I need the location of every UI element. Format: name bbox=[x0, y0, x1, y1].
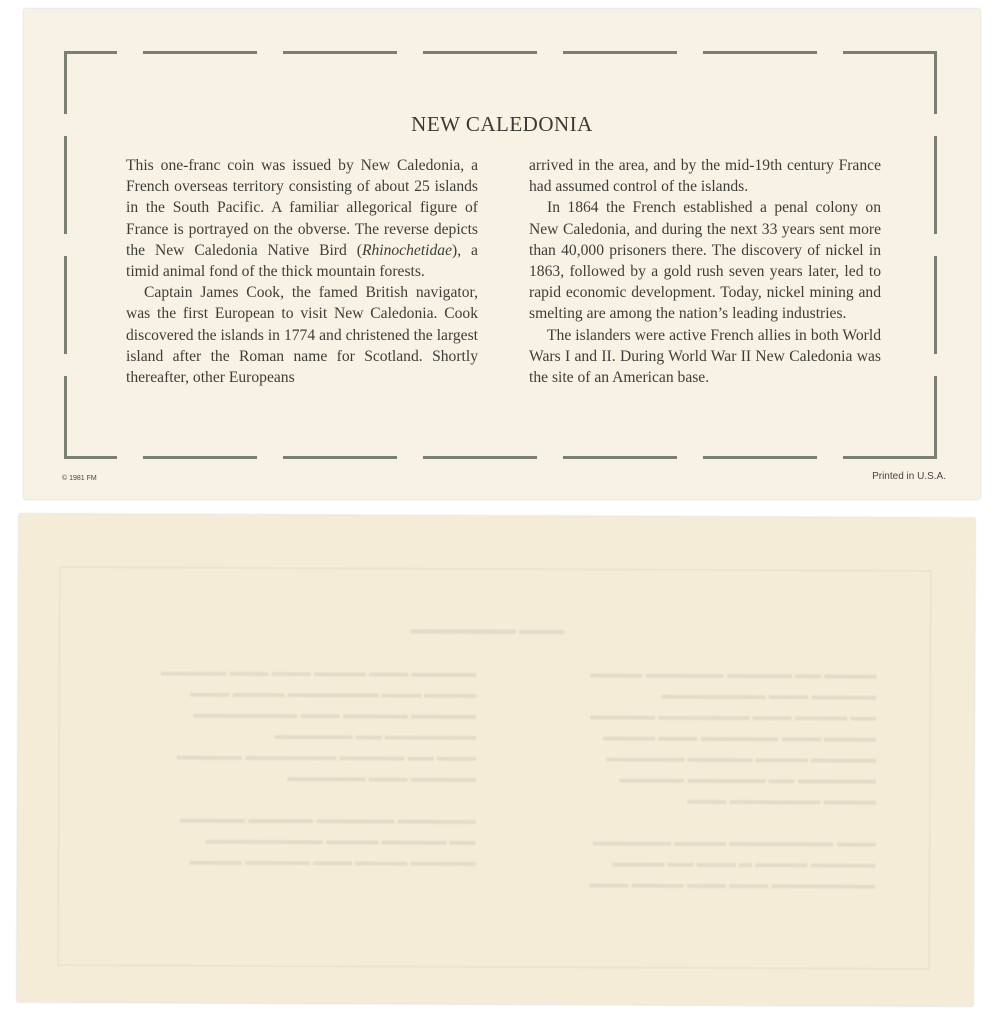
show-through-title: ▬▬▬ ▬▬▬▬▬▬▬ bbox=[410, 621, 565, 639]
front-card bbox=[24, 9, 980, 499]
text-column-right bbox=[529, 155, 881, 388]
show-through-text-right: ▬▬▬▬ ▬▬ ▬▬▬▬▬ ▬▬▬▬▬▬ ▬▬▬▬ ▬▬▬▬▬ ▬▬▬ ▬▬▬▬▬▬▬▬ ▬▬ ▬▬▬▬ ▬▬▬ ▬▬▬▬▬▬▬ ▬▬▬▬▬ ▬▬▬▬ ▬▬▬ ▬▬▬▬▬▬ ▬▬▬ ▬▬▬▬ ▬▬▬▬▬ ▬▬▬▬ ▬▬▬▬▬ ▬▬▬▬▬▬ ▬▬▬▬▬▬ ▬▬ ▬▬▬▬▬▬ ▬▬▬▬▬ ▬▬▬▬ ▬▬▬▬▬▬▬ ▬▬▬ ▬▬▬ ▬▬▬▬▬▬▬▬ ▬▬▬▬ ▬▬▬▬▬▬ ▬▬▬▬▬ ▬▬▬▬ ▬ ▬▬▬ ▬▬ ▬▬▬▬ ▬▬▬▬▬▬▬▬ ▬▬▬ ▬▬▬ ▬▬▬▬ ▬▬▬ bbox=[589, 665, 877, 892]
copyright-notice: © 1981 FM bbox=[62, 475, 97, 482]
scientific-name: Rhinochetidae bbox=[361, 241, 453, 259]
paragraph-europeans: arrived in the area, and by the mid-19th century France had assumed control of the islands. bbox=[529, 157, 881, 196]
show-through-text-left: ▬▬▬▬▬ ▬▬▬ ▬▬▬▬ ▬▬▬ ▬▬▬ ▬▬▬▬▬ ▬▬▬▬ ▬▬▬ ▬▬▬▬▬▬▬ ▬▬▬▬ ▬▬▬ ▬▬▬▬▬ ▬▬▬▬▬ ▬▬▬ ▬▬▬▬▬▬▬▬ ▬▬▬▬▬▬▬ ▬▬ ▬▬▬▬▬▬ ▬▬▬ ▬▬ ▬▬▬▬▬ ▬▬▬▬▬▬▬ ▬▬▬▬▬ ▬▬▬▬▬ ▬▬▬ ▬▬▬▬▬▬ ▬▬▬▬▬▬ ▬▬▬▬▬▬ ▬▬▬▬▬ ▬▬▬▬▬ ▬▬ ▬▬▬▬▬ ▬▬▬▬ ▬▬▬▬▬▬▬▬▬ ▬▬▬▬▬ ▬▬▬▬ ▬▬▬ ▬▬▬▬▬ ▬▬▬▬ bbox=[161, 663, 477, 869]
page-title: NEW CALEDONIA bbox=[411, 112, 593, 136]
back-card bbox=[17, 514, 975, 1006]
paragraph-captain-cook: Captain James Cook, the famed British navigator, was the first European to visit New Caledonia. Cook discovered the islands in 1774 and christened the largest island after the Roman name for Scotland. Shortly thereafter, other Europeans bbox=[126, 284, 478, 387]
printed-in-notice: Printed in U.S.A. bbox=[872, 471, 946, 482]
paragraph-world-wars: The islanders were active French allies in both World Wars I and II. During World War II New Caledonia was the site of an American base. bbox=[529, 326, 881, 387]
paragraph-text: This one-franc coin was issued by New Caledonia, a French overseas territory consisting of about 25 islands in the South Pacific. A familiar allegorical figure of France is portrayed on the obverse. The reverse depicts the New Caledonia Native Bird ( bbox=[126, 157, 478, 259]
paragraph-coin-description bbox=[126, 155, 478, 282]
text-column-left bbox=[126, 155, 478, 388]
paragraph-text: ), a timid animal fond of the thick mountain forests. bbox=[126, 241, 478, 281]
paragraph-penal-colony: In 1864 the French established a penal colony on New Caledonia, and during the next 33 years sent more than 40,000 prisoners there. The discovery of nickel in 1863, followed by a gold rush seven years later, led to rapid economic development. Today, nickel mining and smelting are among the nation’s leading industries. bbox=[529, 199, 881, 323]
